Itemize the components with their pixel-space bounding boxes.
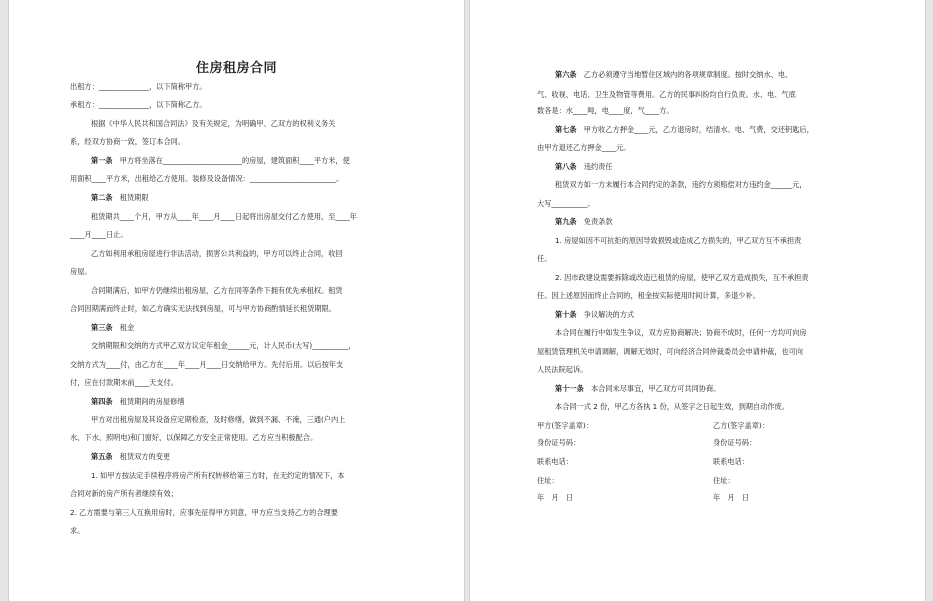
document-page-2 — [470, 0, 925, 601]
page2-text-line: 2. 因市政建设需要拆除或改造已租赁的房屋，使甲乙双方造成损失，互不承担责 — [555, 273, 809, 282]
page2-text-line: 第八条 违约责任 — [555, 162, 613, 171]
page1-text-line: 合同期满后，如甲方仍继续出租房屋，乙方在同等条件下拥有优先承租权。租赁 — [91, 286, 343, 295]
page2-text-line: 第十条 争议解决的方式 — [555, 310, 635, 319]
page1-text-line: 1. 如甲方按法定手续程序将房产所有权转移给第三方时，在无约定的情况下，本 — [91, 471, 345, 480]
page2-text-line: 本合同在履行中如发生争议，双方应协商解决；协商不成时，任何一方均可向房 — [555, 328, 807, 337]
article-heading: 第十一条 — [555, 384, 584, 393]
page1-text-line: 交纳方式为____付，由乙方在____年____月____日交纳给甲方。先付后用。以后按年支 — [70, 360, 344, 369]
party-b-date-label: 年 月 日 — [713, 493, 749, 502]
page2-text-line: 大写__________。 — [537, 199, 595, 208]
page2-text-line: 屋租赁管理机关申请调解，调解无效时，可向经济合同仲裁委员会申请仲裁，也可向 — [537, 347, 803, 356]
party-a-id-label: 身份证号码： — [537, 438, 581, 447]
party-a-date-label: 年 月 日 — [537, 493, 573, 502]
page1-text-line: 第四条 租赁期间的房屋修缮 — [91, 397, 185, 406]
page2-text-line: 本合同一式 2 份，甲乙方各执 1 份，从签字之日起生效，到期自动作废。 — [555, 402, 789, 411]
party-b-address-label: 住址： — [713, 476, 735, 485]
page1-text-line: 付，应在付款期末前____天支付。 — [70, 378, 178, 387]
page1-text-line: ____月____日止。 — [70, 230, 128, 239]
article-heading: 第三条 — [91, 323, 113, 332]
page2-text-line: 任。因上述原因而终止合同的，租金按实际使用时间计算，多退少补。 — [537, 291, 760, 300]
party-b-phone-label: 联系电话： — [713, 457, 749, 466]
page1-text-line: 出租方：______________，以下简称甲方。 — [70, 82, 207, 91]
page2-text-line: 数各是：水____吨，电____度，气____方。 — [537, 106, 674, 115]
page1-text-line: 根据《中华人民共和国合同法》及有关规定，为明确甲、乙双方的权利义务关 — [91, 119, 336, 128]
page1-text-line: 合同因期满而终止时，如乙方确实无法找到房屋，可与甲方协商酌情延长租赁期限。 — [70, 304, 336, 313]
page2-text-line: 1. 房屋如因不可抗拒的原因导致损毁或造成乙方损失的，甲乙双方互不承担责 — [555, 236, 802, 245]
party-a-signature-label: 甲方(签字盖章)： — [537, 421, 593, 430]
page1-text-line: 系，经双方协商一致，签订本合同。 — [70, 137, 186, 146]
article-heading: 第一条 — [91, 156, 113, 165]
page2-text-line: 第六条 乙方必须遵守当地暂住区域内的各项规章制度。按时交纳水、电、 — [555, 70, 793, 79]
page1-text-line: 求。 — [70, 526, 85, 535]
page1-text-line: 第二条 租赁期限 — [91, 193, 149, 202]
page1-text-line: 第三条 租金 — [91, 323, 135, 332]
page1-text-line: 合同对新的房产所有者继续有效； — [70, 489, 178, 498]
article-heading: 第七条 — [555, 125, 577, 134]
page1-text-line: 第一条 甲方将坐落在______________________的房屋，建筑面积____平方米，使 — [91, 156, 350, 165]
page2-text-line: 第十一条 本合同未尽事宜，甲乙双方可共同协商。 — [555, 384, 721, 393]
page1-text-line: 承租方：______________，以下简称乙方。 — [70, 100, 207, 109]
page1-text-line: 乙方如利用承租房屋进行非法活动，损害公共利益的，甲方可以终止合同，收回 — [91, 249, 343, 258]
page2-text-line: 人民法院起诉。 — [537, 365, 588, 374]
article-heading: 第九条 — [555, 217, 577, 226]
page1-text-line: 租赁期共____个月，甲方从____年____月____日起将出房屋交付乙方使用，至____年 — [91, 212, 357, 221]
page2-text-line: 第七条 甲方收乙方押金____元，乙方退房时，结清水、电、气费，交还钥匙后， — [555, 125, 814, 134]
article-heading: 第四条 — [91, 397, 113, 406]
contract-title: 住房租房合同 — [195, 61, 277, 76]
page2-text-line: 任。 — [537, 254, 552, 263]
page1-text-line: 房屋。 — [70, 267, 92, 276]
party-a-phone-label: 联系电话： — [537, 457, 573, 466]
article-heading: 第十条 — [555, 310, 577, 319]
party-b-id-label: 身份证号码： — [713, 438, 757, 447]
article-heading: 第六条 — [555, 70, 577, 79]
article-heading: 第八条 — [555, 162, 577, 171]
document-page-1 — [9, 0, 464, 601]
page2-text-line: 租赁双方如一方未履行本合同约定的条款，违约方须赔偿对方违约金______元， — [555, 180, 807, 189]
page1-text-line: 水、下水、照明电)和门窗好，以保障乙方安全正常使用。乙方应当积极配合。 — [70, 433, 318, 442]
article-heading: 第二条 — [91, 193, 113, 202]
page1-text-line: 甲方对出租房屋及其设备应定期检查，及时修缮，做到不漏、不淹，三通(户内上 — [91, 415, 346, 424]
page1-text-line: 交纳期限和交纳的方式甲乙双方议定年租金______元，计人民币(大写)__________， — [91, 341, 356, 350]
page1-text-line: 用面积____平方米，出租给乙方使用。装修及设备情况：________________________。 — [70, 174, 344, 183]
page1-text-line: 2. 乙方需要与第三人互换用房时，应事先征得甲方同意，甲方应当支持乙方的合理要 — [70, 508, 338, 517]
article-heading: 第五条 — [91, 452, 113, 461]
page1-text-line: 第五条 租赁双方的变更 — [91, 452, 171, 461]
party-a-address-label: 住址： — [537, 476, 559, 485]
page2-text-line: 气、收视、电话、卫生及物管等费用。乙方的民事纠纷均自行负责。水、电、气底 — [537, 90, 796, 99]
page2-text-line: 第九条 免责条款 — [555, 217, 613, 226]
party-b-signature-label: 乙方(签字盖章)： — [713, 421, 769, 430]
page2-text-line: 由甲方退还乙方押金____元。 — [537, 143, 631, 152]
